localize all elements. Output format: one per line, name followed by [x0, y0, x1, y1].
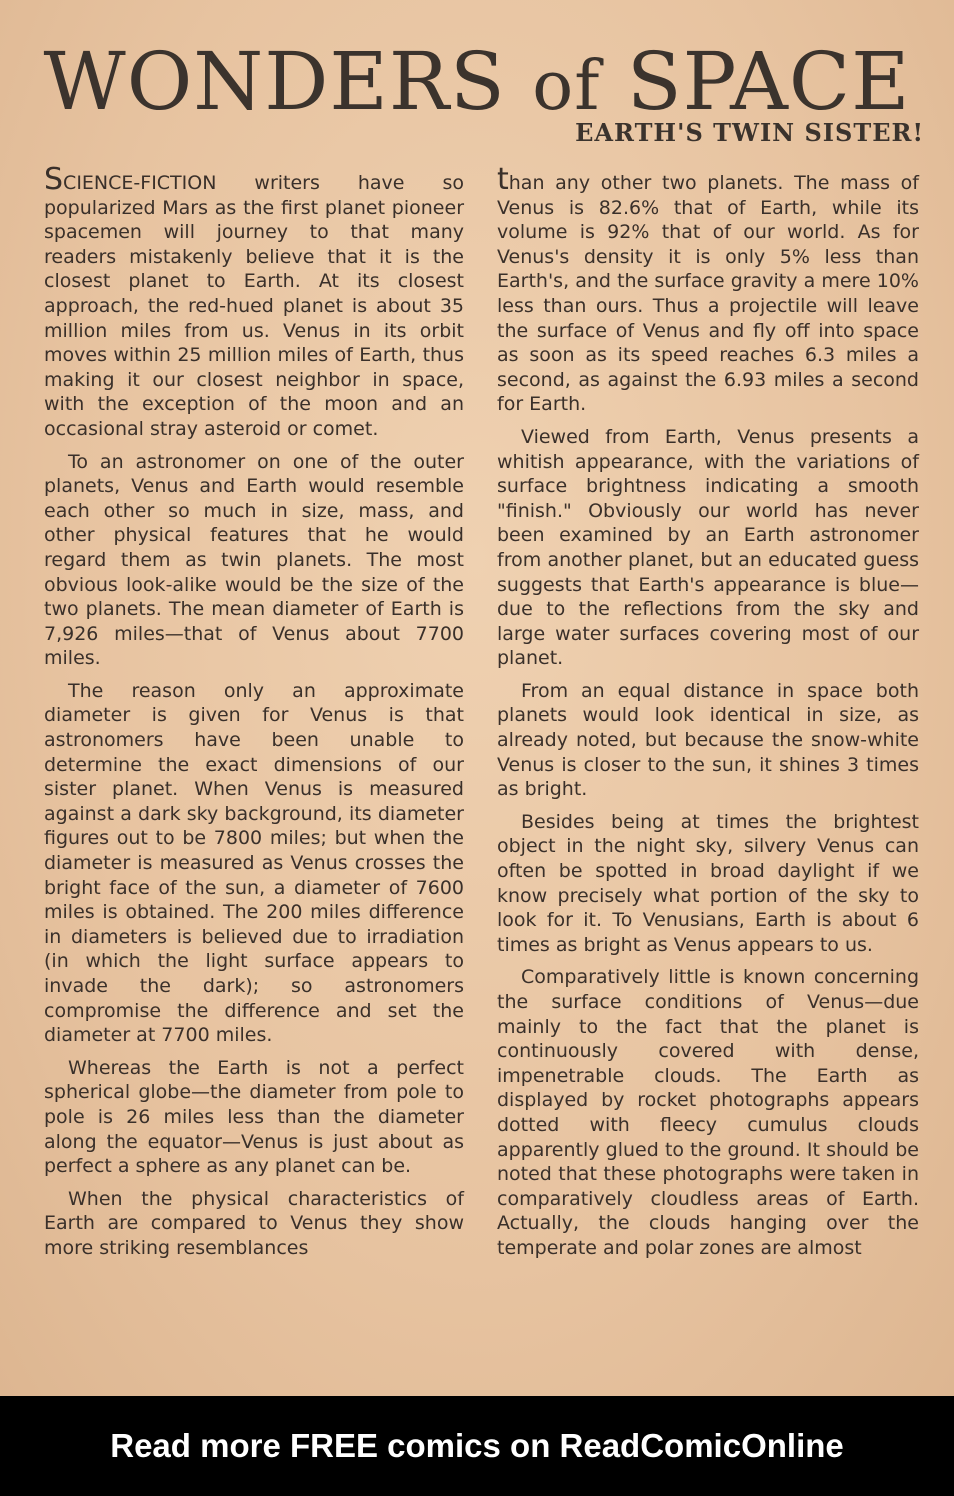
paragraph: When the physical characteristics of Earth are compared to Venus they show more striking resemblances: [44, 1187, 464, 1259]
promo-banner[interactable]: [0, 1396, 954, 1496]
title-word-wonders: WONDERS: [43, 35, 506, 128]
title-word-space: SPACE: [626, 35, 911, 128]
paragraph: Comparatively little is known concerning the surface conditions of Venus—due mainly to the fact that the planet is continuously covered with dense, impenetrable clouds. The Earth as displayed by rocket photographs appears dotted with fleecy cumulus clouds apparently glued to the ground. It should be noted that these photographs were taken in comparatively cloudless areas of Earth. Actually, the clouds hanging over the temperate and polar zones are almost: [497, 966, 919, 1259]
paragraph: Whereas the Earth is not a perfect spherical globe—the diameter from pole to pole is 26 miles less than the diameter along the equator—Venus is just about as perfect a sphere as any planet can be.: [44, 1056, 464, 1178]
paragraph: To an astronomer on one of the outer planets, Venus and Earth would resemble each other so much in size, mass, and other physical features that he would regard them as twin planets. The most obvious look-alike would be the size of the two planets. The mean diameter of Earth is 7,926 miles—that of Venus about 7700 miles.: [44, 450, 464, 670]
paragraph: Viewed from Earth, Venus presents a whitish appearance, with the variations of surface brightness indicating a smooth "finish." Obviously our world has never been examined by an Earth astronomer from another planet, but an educated guess suggests that Earth's appearance is blue—due to the reflections from the sky and large water surfaces covering most of our planet.: [497, 425, 919, 670]
paragraph: Besides being at times the brightest object in the night sky, silvery Venus can often be spotted in broad daylight if we know precisely what portion of the sky to look for it. To Venusians, Earth is about 6 times as bright as Venus appears to us.: [497, 810, 919, 956]
title-word-of: of: [532, 47, 601, 126]
paragraph: SCIENCE-FICTION writers have so popularized Mars as the first planet pioneer spacemen will journey to that many readers mistakenly believe that it is the closest planet to Earth. At its closest approach, the red-hued planet is about 35 million miles from us. Venus in its orbit moves within 25 million miles of Earth, thus making it our closest neighbor in space, with the exception of the moon and an occasional stray asteroid or comet.: [44, 162, 464, 440]
paragraph: than any other two planets. The mass of Venus is 82.6% that of Earth, while its volume is 92% that of our world. As for Venus's density it is only 5% less than Earth's, and the surface gravity a mere 10% less than ours. Thus a projectile will leave the surface of Venus and fly off into space as soon as its speed reaches 6.3 miles a second, as against the 6.93 miles a second for Earth.: [497, 162, 919, 416]
left-column: [44, 162, 464, 1269]
paragraph: The reason only an approximate diameter is given for Venus is that astronomers have been unable to determine the exact dimensions of our sister planet. When Venus is measured against a dark sky background, its diameter figures out to be 7800 miles; but when the diameter is measured as Venus crosses the bright face of the sun, a diameter of 7600 miles is obtained. The 200 miles difference in diameters is believed due to irradiation (in which the light surface appears to invade the dark); so astronomers compromise the difference and set the diameter at 7700 miles.: [44, 679, 464, 1047]
right-column: [497, 162, 919, 1269]
article-subtitle: EARTH'S TWIN SISTER!: [575, 118, 924, 147]
paragraph: From an equal distance in space both planets would look identical in size, as already noted, but because the snow-white Venus is closer to the sun, it shines 3 times as bright.: [497, 679, 919, 801]
promo-banner-text[interactable]: Read more FREE comics on ReadComicOnline: [110, 1427, 844, 1464]
